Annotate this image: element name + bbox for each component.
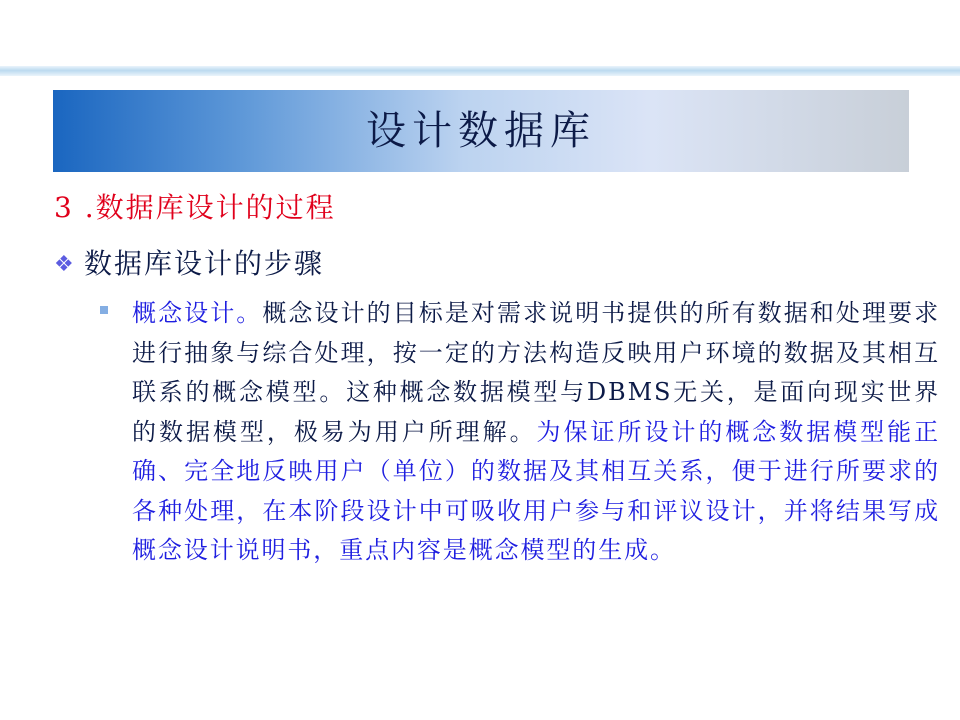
- section-heading: 3 .数据库设计的过程: [54, 191, 336, 224]
- paragraph-body: 概念设计的目标是对需求说明书提供的所有数据和处理要求进行抽象与综合处理，按一定的方法构造反映用户环境的数据及其相互联系的概念模型。这种概念数据模型与DBMS无关，是面向现实世界的数据模型，极易为用户所理解。: [132, 299, 941, 446]
- top-decorative-band: [0, 66, 960, 76]
- diamond-four-dots-icon: ❖: [54, 252, 76, 277]
- slide-title: 设计数据库: [366, 108, 596, 154]
- paragraph-lead: 概念设计。: [132, 299, 263, 327]
- square-bullet-icon: [100, 306, 108, 314]
- title-bar: [53, 90, 909, 172]
- subheading-text: 数据库设计的步骤: [84, 247, 325, 280]
- paragraph-emphasis: 为保证所设计的概念数据模型能正确、完全地反映用户（单位）的数据及其相互关系，便于进行所要求的各种处理，在本阶段设计中可吸收用户参与和评议设计，并将结果写成概念设计说明书，重点内容是概念模型的生成。: [132, 417, 941, 564]
- subheading-item: [54, 242, 324, 282]
- bullet-paragraph: [100, 294, 940, 571]
- paragraph-text: [132, 294, 940, 571]
